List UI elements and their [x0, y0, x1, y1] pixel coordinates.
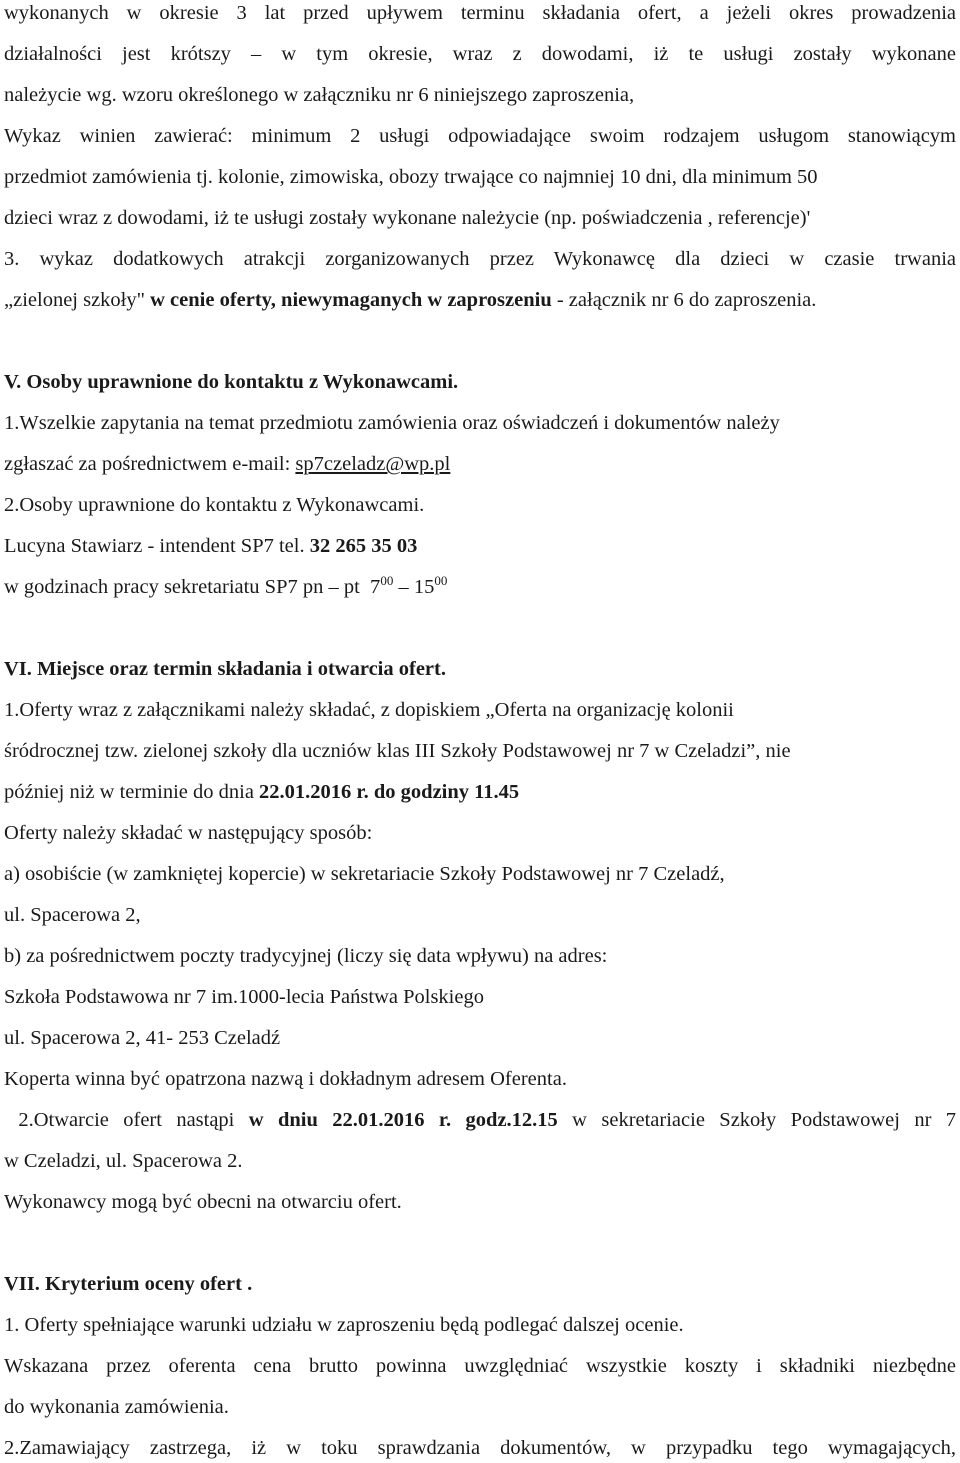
text-line	[4, 1271, 956, 1297]
bold-text: VI. Miejsce oraz termin składania i otwarcia ofert.	[4, 658, 446, 680]
text-line	[4, 82, 956, 108]
text-run: Oferty należy składać w następujący sposób:	[4, 822, 373, 844]
text-line	[4, 697, 956, 723]
text-run: a) osobiście (w zamkniętej kopercie) w sekretariacie Szkoły Podstawowej nr 7 Czeladź,	[4, 863, 725, 885]
text-line	[4, 246, 956, 272]
text-line	[4, 533, 956, 559]
bold-text: w dniu 22.01.2016 r. godz.12.15	[248, 1109, 558, 1131]
text-run: 1.Oferty wraz z załącznikami należy składać, z dopiskiem „Oferta na organizację kolonii	[4, 699, 734, 721]
text-run: „zielonej szkoły"	[4, 289, 151, 311]
text-line	[4, 1312, 956, 1338]
text-line	[4, 1394, 956, 1420]
superscript-text: 00	[434, 573, 448, 588]
text-line	[4, 574, 956, 600]
text-run: dzieci wraz z dowodami, iż te usługi zostały wykonane należycie (np. poświadczenia , referencje)'	[4, 207, 811, 229]
text-run: śródrocznej tzw. zielonej szkoły dla uczniów klas III Szkoły Podstawowej nr 7 w Czeladzi”, nie	[4, 740, 791, 762]
text-run: 1. Oferty spełniające warunki udziału w zaproszeniu będą podlegać dalszej ocenie.	[4, 1314, 684, 1336]
text-run: 3. wykaz dodatkowych atrakcji zorganizowanych przez Wykonawcę dla dzieci w czasie trwania	[4, 248, 956, 270]
superscript-text: 00	[380, 573, 394, 588]
text-line	[4, 287, 956, 313]
text-run: należycie wg. wzoru określonego w załączniku nr 6 niniejszego zaproszenia,	[4, 84, 635, 106]
text-run: – 15	[393, 576, 435, 598]
text-run: Wykaz winien zawierać: minimum 2 usługi odpowiadające swoim rodzajem usługom stanowiącym	[4, 125, 956, 147]
text-line	[4, 656, 956, 682]
text-line	[4, 1148, 956, 1174]
text-line	[4, 1025, 956, 1051]
text-line	[4, 205, 956, 231]
text-run: 2.Otwarcie ofert nastąpi	[4, 1109, 249, 1131]
text-run: działalności jest krótszy – w tym okresie, wraz z dowodami, iż te usługi zostały wykonane	[4, 43, 956, 65]
text-line	[4, 902, 956, 928]
text-run: wykonanych w okresie 3 lat przed upływem terminu składania ofert, a jeżeli okres prowadzenia	[4, 2, 956, 24]
text-line	[4, 1066, 956, 1092]
text-run: do wykonania zamówienia.	[4, 1396, 229, 1418]
text-run: Szkoła Podstawowa nr 7 im.1000-lecia Państwa Polskiego	[4, 986, 484, 1008]
text-run: - załącznik nr 6 do zaproszenia.	[551, 289, 817, 311]
text-run: Wykonawcy mogą być obecni na otwarciu ofert.	[4, 1191, 402, 1213]
bold-text: w cenie oferty, niewymaganych w zaproszeniu	[150, 289, 552, 311]
text-line	[4, 492, 956, 518]
email-link[interactable]: sp7czeladz@wp.pl	[295, 453, 451, 475]
text-run: zgłaszać za pośrednictwem e-mail:	[4, 453, 296, 475]
text-run: 1.Wszelkie zapytania na temat przedmiotu zamówienia oraz oświadczeń i dokumentów należy	[4, 412, 780, 434]
text-run: ul. Spacerowa 2, 41- 253 Czeladź	[4, 1027, 281, 1049]
text-run: Lucyna Stawiarz - intendent SP7 tel.	[4, 535, 310, 557]
text-line	[4, 820, 956, 846]
text-line	[4, 984, 956, 1010]
text-line	[4, 1435, 956, 1461]
text-run: później niż w terminie do dnia	[4, 781, 260, 803]
text-line	[4, 0, 956, 26]
text-run: w Czeladzi, ul. Spacerowa 2.	[4, 1150, 243, 1172]
text-line	[4, 779, 956, 805]
text-run: przedmiot zamówienia tj. kolonie, zimowiska, obozy trwające co najmniej 10 dni, dla minimum 50	[4, 166, 818, 188]
text-line	[4, 861, 956, 887]
text-run: 2.Osoby uprawnione do kontaktu z Wykonawcami.	[4, 494, 425, 516]
text-line	[4, 738, 956, 764]
text-line	[4, 1189, 956, 1215]
text-run: ul. Spacerowa 2,	[4, 904, 141, 926]
text-run: b) za pośrednictwem poczty tradycyjnej (liczy się data wpływu) na adres:	[4, 945, 608, 967]
text-run: Wskazana przez oferenta cena brutto powinna uwzględniać wszystkie koszty i składniki niezbędne	[4, 1355, 956, 1377]
bold-text: 22.01.2016 r. do godziny 11.45	[259, 781, 520, 803]
text-run: 2.Zamawiający zastrzega, iż w toku sprawdzania dokumentów, w przypadku tego wymagających,	[4, 1437, 956, 1459]
text-line	[4, 123, 956, 149]
bold-text: VII. Kryterium oceny ofert .	[4, 1273, 253, 1295]
bold-text: 32 265 35 03	[309, 535, 418, 557]
text-line	[4, 451, 956, 477]
text-line	[4, 164, 956, 190]
text-line	[4, 1107, 956, 1133]
text-line	[4, 369, 956, 395]
text-line	[4, 1353, 956, 1379]
text-run: w godzinach pracy sekretariatu SP7 pn – pt 7	[4, 576, 381, 598]
text-line	[4, 41, 956, 67]
text-line	[4, 410, 956, 436]
text-line	[4, 943, 956, 969]
bold-text: V. Osoby uprawnione do kontaktu z Wykonawcami.	[4, 371, 459, 393]
text-run: Koperta winna być opatrzona nazwą i dokładnym adresem Oferenta.	[4, 1068, 567, 1090]
text-run: w sekretariacie Szkoły Podstawowej nr 7	[557, 1109, 957, 1131]
